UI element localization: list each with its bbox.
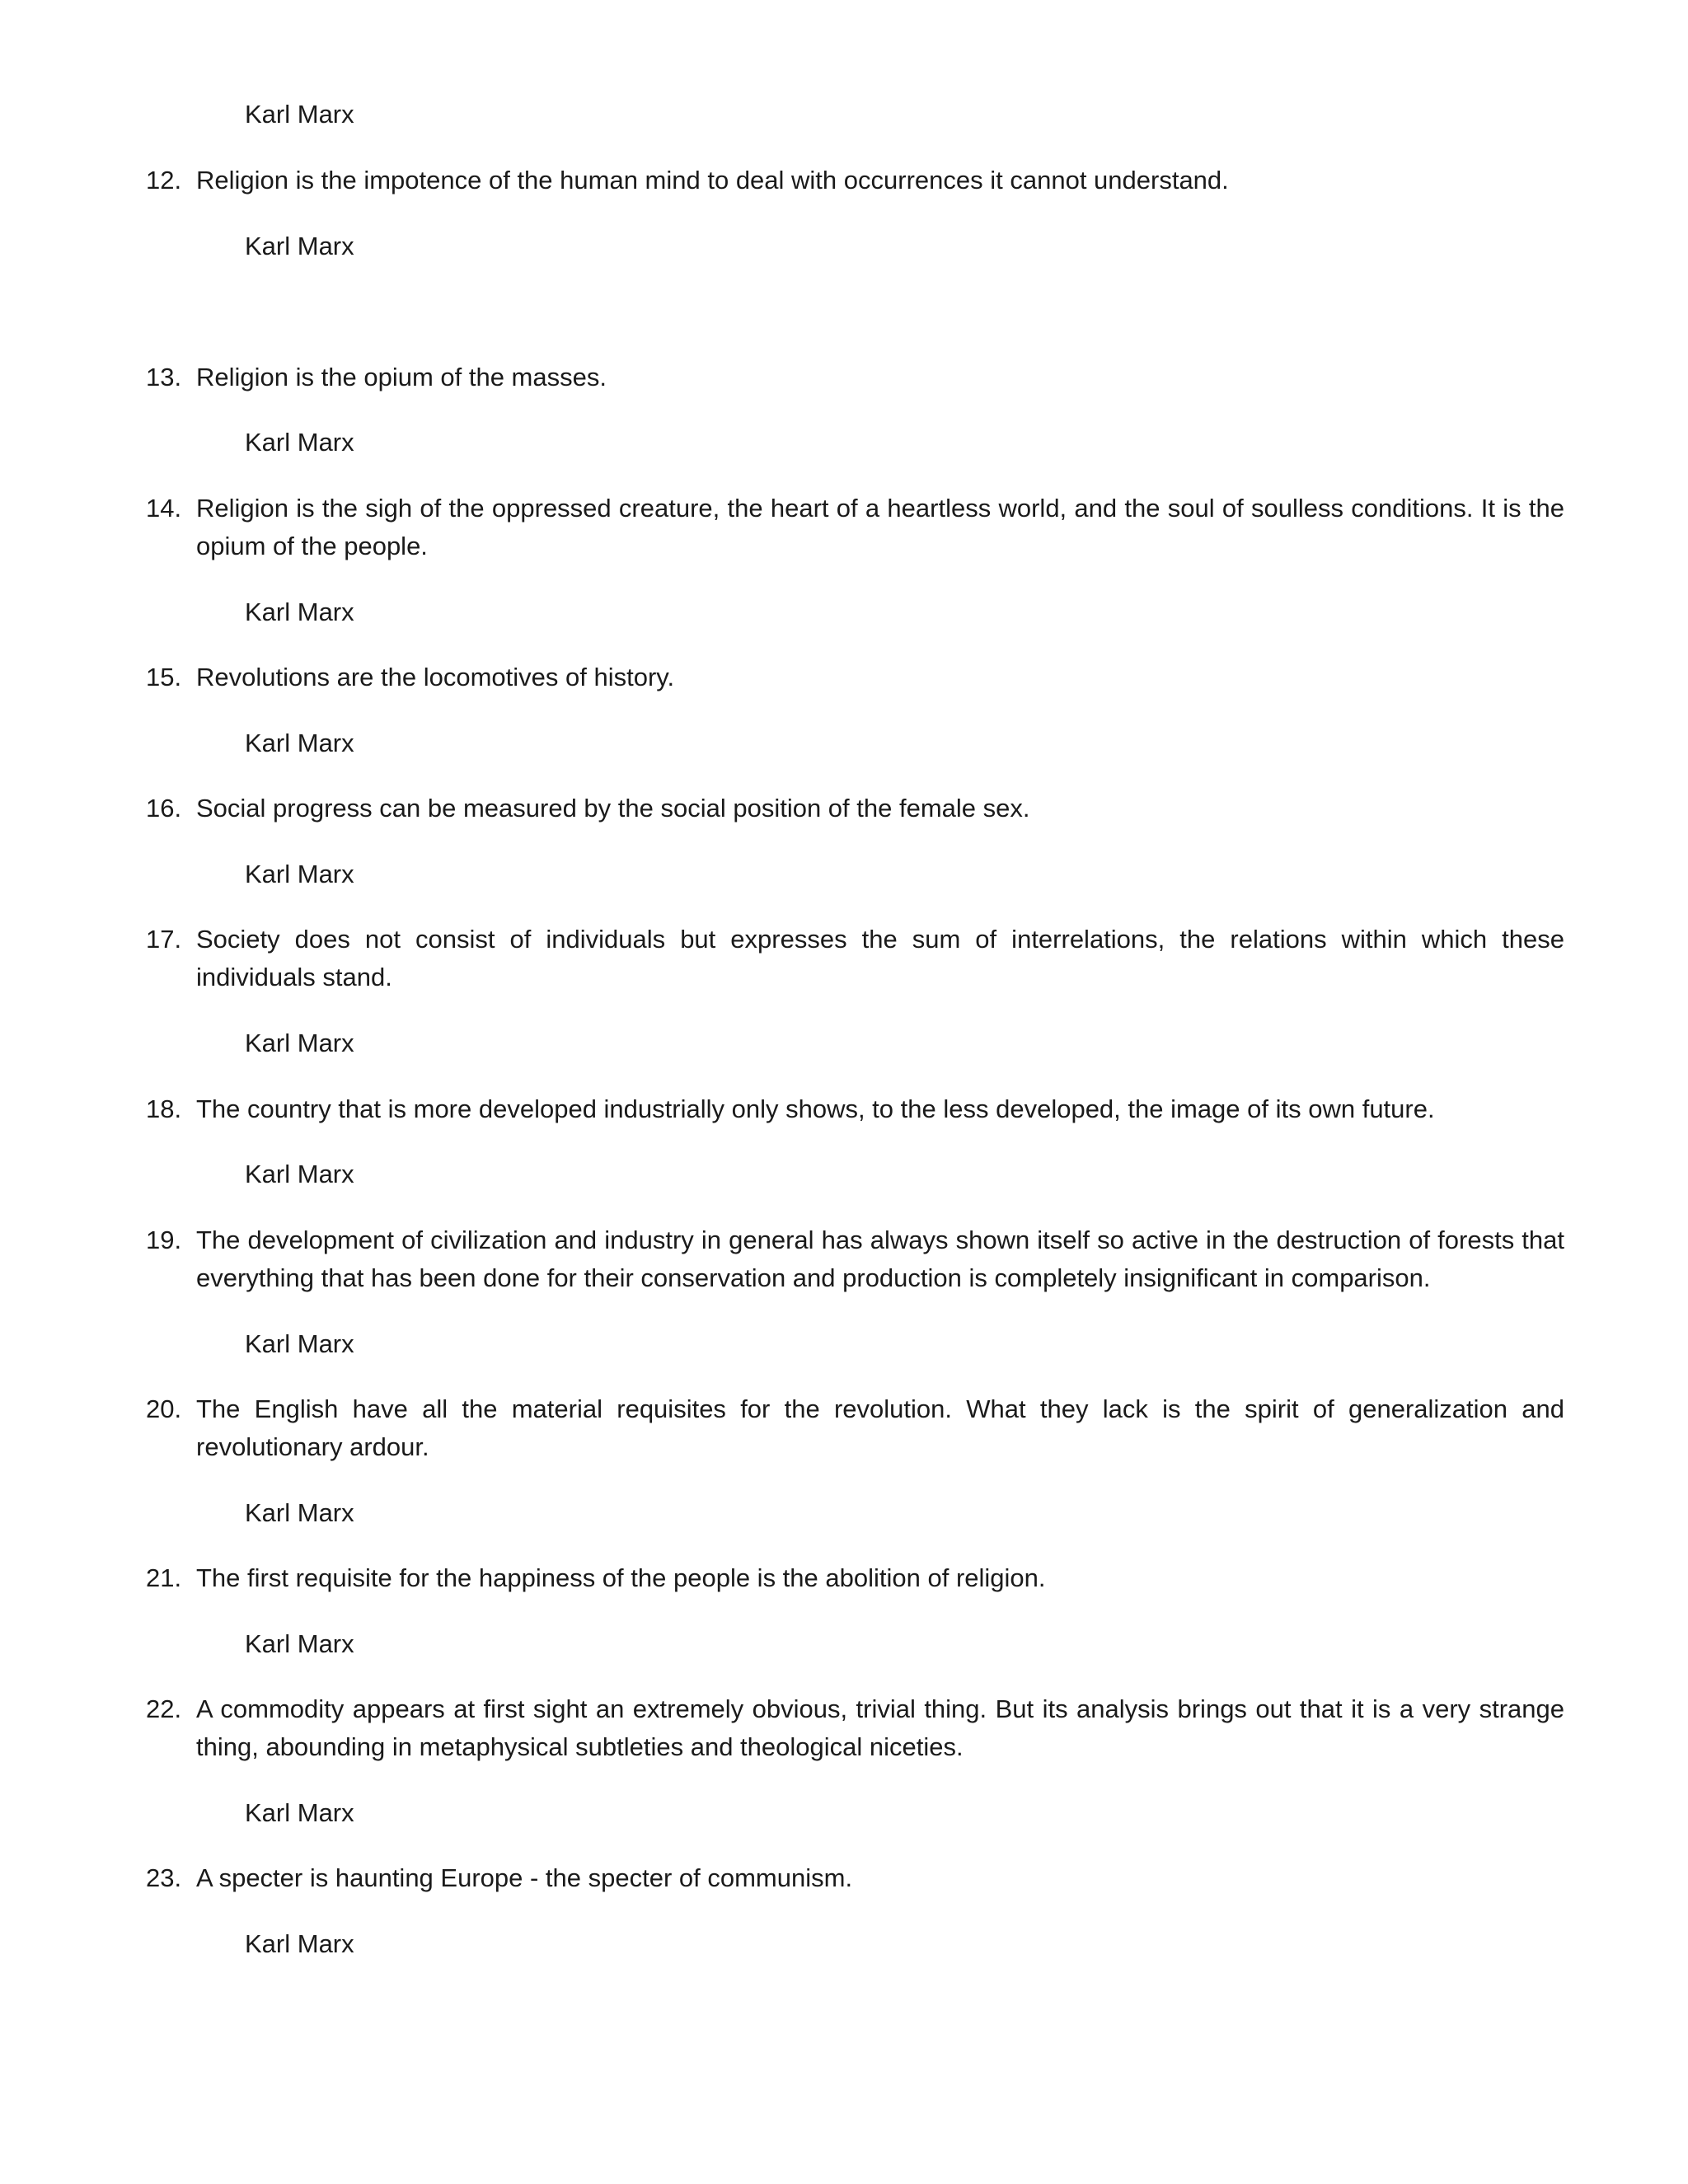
quote-text: Religion is the opium of the masses.: [196, 363, 607, 391]
quote-attribution: Karl Marx: [245, 1160, 354, 1188]
quote-number: 22.: [146, 1694, 182, 1723]
quote-attribution: Karl Marx: [245, 232, 354, 260]
quote-attribution: Karl Marx: [245, 598, 354, 626]
quote-number: 12.: [146, 166, 182, 194]
quote-text: The development of civilization and industry in general has always shown itself so active in the destruction of forests that everything that has been done for their conservation and production is completely insignificant in comparison.: [196, 1226, 1564, 1292]
quote-text: Religion is the impotence of the human mind to deal with occurrences it cannot understand.: [196, 166, 1229, 194]
quote-attribution: Karl Marx: [245, 729, 354, 757]
quote-number: 21.: [146, 1563, 182, 1592]
quote-attribution: Karl Marx: [245, 100, 354, 129]
quote-attribution: Karl Marx: [245, 428, 354, 457]
quote-attribution: Karl Marx: [245, 1929, 354, 1958]
quote-number: 20.: [146, 1394, 182, 1423]
quote-number: 19.: [146, 1226, 182, 1254]
quote-attribution: Karl Marx: [245, 1029, 354, 1057]
quote-number: 18.: [146, 1094, 182, 1123]
quote-attribution: Karl Marx: [245, 1629, 354, 1658]
quote-text: A specter is haunting Europe - the specter of communism.: [196, 1863, 853, 1892]
quote-text: The English have all the material requisites for the revolution. What they lack is the spirit of generalization and revolutionary ardour.: [196, 1394, 1564, 1461]
quote-text: Revolutions are the locomotives of history.: [196, 663, 675, 691]
quote-number: 14.: [146, 494, 182, 523]
quote-number: 15.: [146, 663, 182, 691]
quote-attribution: Karl Marx: [245, 1798, 354, 1827]
quote-text: Religion is the sigh of the oppressed creature, the heart of a heartless world, and the soul of soulless conditions. It is the opium of the people.: [196, 494, 1564, 560]
quote-attribution: Karl Marx: [245, 1498, 354, 1527]
quote-text: Society does not consist of individuals but expresses the sum of interrelations, the relations within which these individuals stand.: [196, 925, 1564, 991]
quote-number: 17.: [146, 925, 182, 954]
quote-text: Social progress can be measured by the social position of the female sex.: [196, 794, 1030, 823]
quote-attribution: Karl Marx: [245, 860, 354, 888]
quote-number: 16.: [146, 794, 182, 823]
quote-number: 23.: [146, 1863, 182, 1892]
quote-number: 13.: [146, 363, 182, 391]
quote-text: The first requisite for the happiness of the people is the abolition of religion.: [196, 1563, 1046, 1592]
quote-text: The country that is more developed industrially only shows, to the less developed, the image of its own future.: [196, 1094, 1435, 1123]
quote-attribution: Karl Marx: [245, 1329, 354, 1358]
quote-text: A commodity appears at first sight an extremely obvious, trivial thing. But its analysis brings out that it is a very strange thing, abounding in metaphysical subtleties and theological niceties.: [196, 1694, 1564, 1761]
